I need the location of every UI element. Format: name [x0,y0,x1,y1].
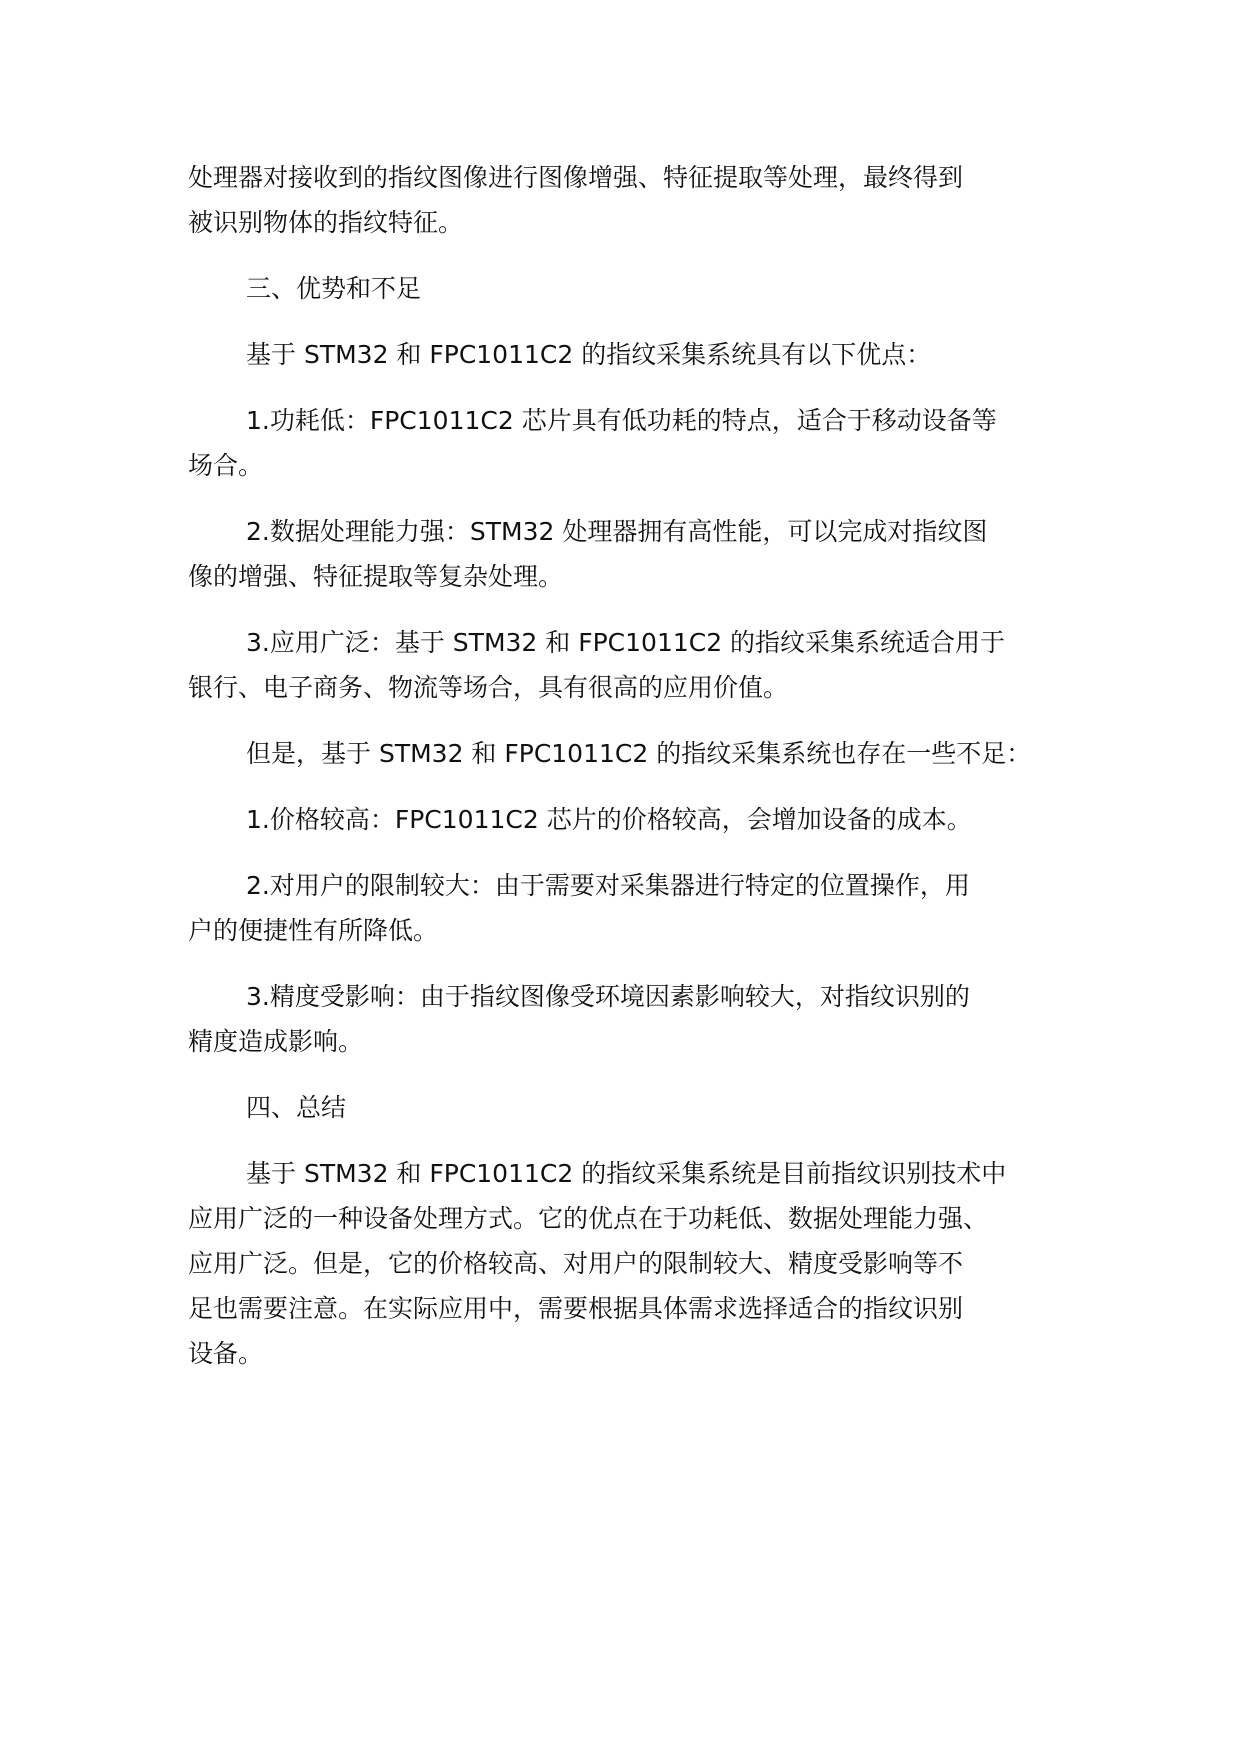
text-line: 像的增强、特征提取等复杂处理。 [188,562,564,591]
list-item-high-price [188,797,1088,842]
paragraph-disadvantages-intro [188,731,1088,776]
text-line: 1.价格较高：FPC1011C2 芯片的价格较高，会增加设备的成本。 [246,805,972,834]
section-heading-advantages-disadvantages [188,266,1088,311]
paragraph-advantages-intro [188,332,1088,377]
list-item-processing-power [188,509,1088,599]
text-line: 2.对用户的限制较大：由于需要对采集器进行特定的位置操作，用 [246,871,970,900]
text-line: 2.数据处理能力强：STM32 处理器拥有高性能，可以完成对指纹图 [246,517,988,546]
text-line: 基于 STM32 和 FPC1011C2 的指纹采集系统是目前指纹识别技术中 [246,1159,1007,1188]
list-item-wide-application [188,620,1088,710]
text-line: 3.精度受影响：由于指纹图像受环境因素影响较大，对指纹识别的 [246,982,970,1011]
heading-text: 三、优势和不足 [246,274,422,303]
list-item-user-restriction [188,863,1088,953]
text-line: 足也需要注意。在实际应用中，需要根据具体需求选择适合的指纹识别 [188,1294,964,1323]
text-line: 3.应用广泛：基于 STM32 和 FPC1011C2 的指纹采集系统适合用于 [246,628,1006,657]
text-line: 1.功耗低：FPC1011C2 芯片具有低功耗的特点，适合于移动设备等 [246,406,997,435]
text-line: 基于 STM32 和 FPC1011C2 的指纹采集系统具有以下优点： [246,340,932,369]
text-line: 但是，基于 STM32 和 FPC1011C2 的指纹采集系统也存在一些不足： [246,739,1032,768]
paragraph-summary [188,1151,1088,1376]
text-line: 被识别物体的指纹特征。 [188,208,464,237]
text-line: 应用广泛的一种设备处理方式。它的优点在于功耗低、数据处理能力强、 [188,1204,989,1233]
list-item-low-power [188,398,1088,488]
text-line: 应用广泛。但是，它的价格较高、对用户的限制较大、精度受影响等不 [188,1249,964,1278]
text-line: 银行、电子商务、物流等场合，具有很高的应用价值。 [188,673,789,702]
document-body [188,155,1088,1397]
text-line: 场合。 [188,451,264,480]
list-item-accuracy [188,974,1088,1064]
section-heading-summary [188,1085,1088,1130]
text-line: 处理器对接收到的指纹图像进行图像增强、特征提取等处理，最终得到 [188,163,964,192]
paragraph-processing-result [188,155,1088,245]
text-line: 设备。 [188,1339,264,1368]
heading-text: 四、总结 [246,1093,347,1122]
text-line: 精度造成影响。 [188,1027,364,1056]
text-line: 户的便捷性有所降低。 [188,916,439,945]
